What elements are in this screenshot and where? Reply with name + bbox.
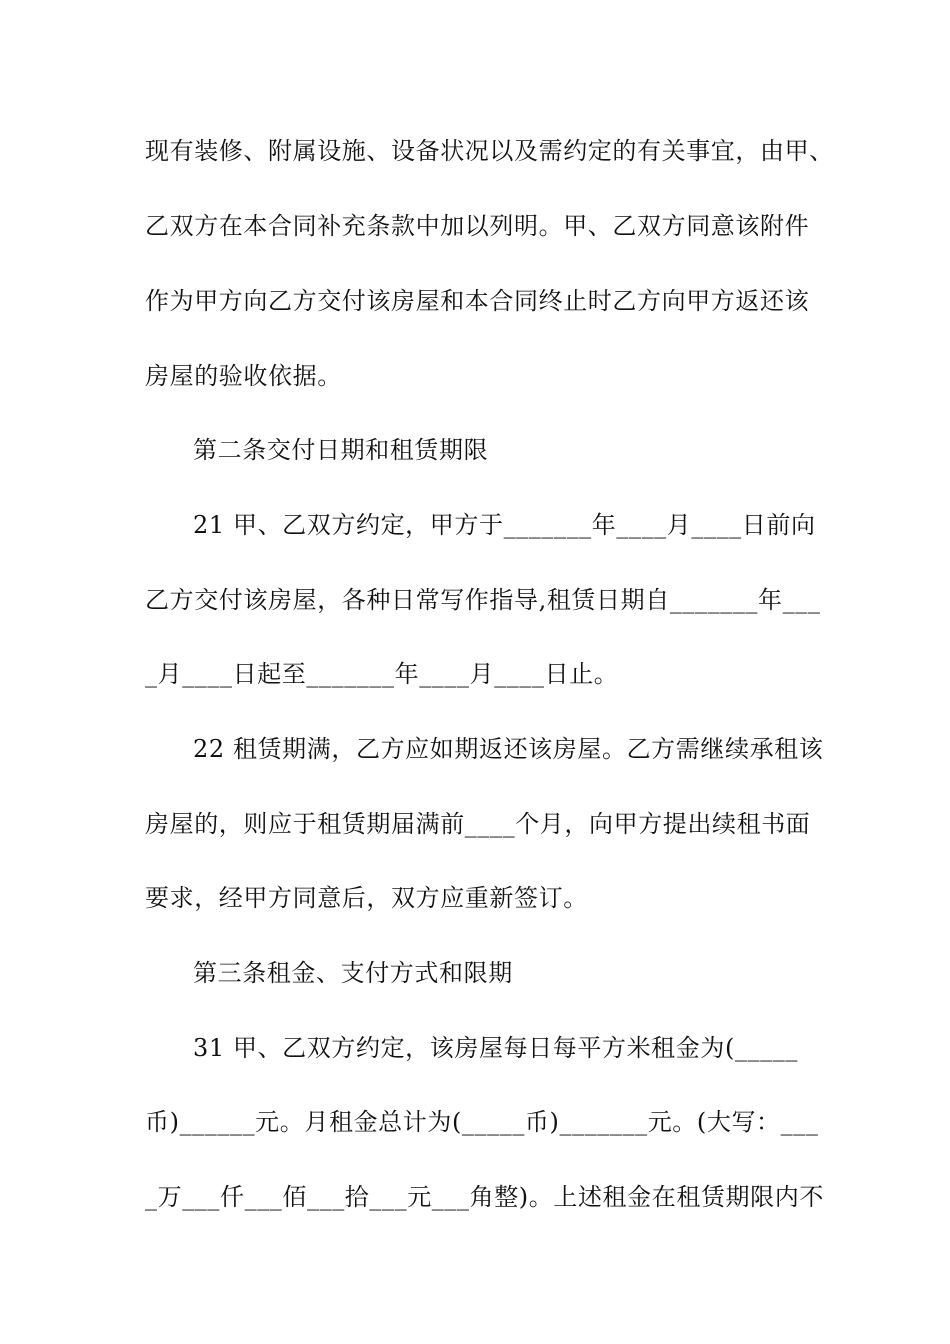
clause-2-2-line-3: 要求，经甲方同意后，双方应重新签订。 — [145, 884, 588, 912]
clause-2-1-line-1: 21 甲、乙双方约定，甲方于_______年____月____日前向 — [193, 511, 816, 539]
clause-3-1-line-1: 31 甲、乙双方约定，该房屋每日每平方米租金为(_____ — [193, 1034, 798, 1062]
clause-2-1-line-2: 乙方交付该房屋，各种日常写作指导,租赁日期自_______年___ — [145, 586, 821, 614]
clause-3-1-line-3: _万___仟___佰___拾___元___角整)。上述租金在租赁期限内不 — [145, 1183, 824, 1211]
clause-2-1-line-3: _月____日起至_______年____月____日止。 — [145, 660, 619, 688]
section-heading-3: 第三条租金、支付方式和限期 — [193, 959, 513, 987]
section-heading-2: 第二条交付日期和租赁期限 — [193, 436, 489, 464]
text-line-3: 作为甲方向乙方交付该房屋和本合同终止时乙方向甲方返还该 — [145, 287, 810, 315]
text-line-4: 房屋的验收依据。 — [145, 362, 342, 390]
clause-3-1-line-2: 币)______元。月租金总计为(_____币)_______元。(大写：___ — [145, 1108, 819, 1136]
clause-2-2-line-1: 22 租赁期满，乙方应如期返还该房屋。乙方需继续承租该 — [193, 735, 824, 763]
text-line-2: 乙双方在本合同补充条款中加以列明。甲、乙双方同意该附件 — [145, 212, 810, 240]
clause-2-2-line-2: 房屋的，则应于租赁期届满前____个月，向甲方提出续租书面 — [145, 810, 811, 838]
text-line-1: 现有装修、附属设施、设备状况以及需约定的有关事宜，由甲、 — [145, 137, 834, 165]
